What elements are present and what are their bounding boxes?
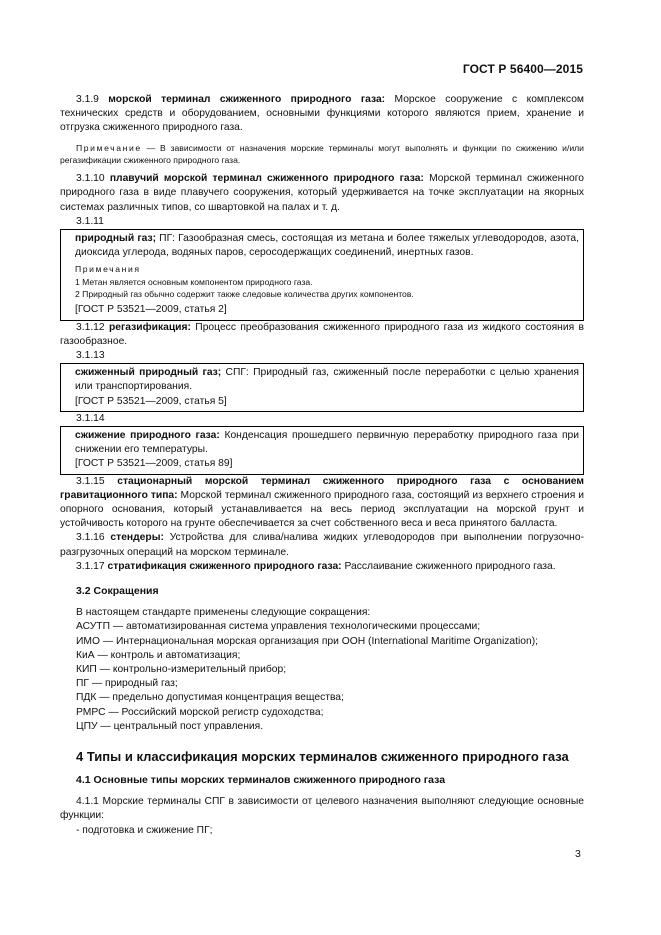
- clause-number: 3.1.16: [76, 532, 111, 544]
- clause-number-3-1-13: 3.1.13: [76, 349, 105, 361]
- term: природный газ;: [75, 233, 157, 245]
- definition-text: ПГ: Газообразная смесь, состоящая из метана и более тяжелых углеводородов, азота, диоксида углерода, водяных паров, серосодержащих соединений, инертных газов.: [75, 233, 579, 259]
- definition-3-1-9: [60, 93, 584, 136]
- abbreviations-list: [60, 606, 584, 734]
- abbreviation-item: КиА — контроль и автоматизация;: [76, 649, 241, 661]
- source-reference: [ГОСТ Р 53521—2009, статья 2]: [75, 304, 227, 316]
- note-1: 1 Метан является основным компонентом природного газа.: [75, 276, 313, 287]
- definition-3-1-10: [60, 172, 584, 215]
- abbreviations-intro: В настоящем стандарте применены следующие сокращения:: [76, 607, 371, 619]
- definition-3-1-12: [60, 321, 584, 349]
- clause-number: 3.1.10: [76, 173, 110, 185]
- clause-number: 3.1.12: [76, 321, 109, 333]
- section-4-heading: 4 Типы и классификация морских терминалов сжиженного природного газа: [76, 749, 569, 764]
- term: сжиженный природный газ;: [75, 367, 222, 379]
- abbreviation-item: ИМО — Интернациональная морская организация при ООН (International Maritime Organization);: [76, 635, 539, 647]
- source-reference: [ГОСТ Р 53521—2009, статья 89]: [75, 458, 233, 470]
- paragraph-4-1-1: 4.1.1 Морские терминалы СПГ в зависимости от целевого назначения выполняют следующие основные функции:: [60, 796, 584, 822]
- notes-heading: Примечания: [75, 264, 141, 275]
- term: стратификация сжиженного природного газа:: [107, 560, 342, 572]
- document-id-header: ГОСТ Р 56400—2015: [462, 62, 583, 76]
- abbreviation-item: АСУТП — автоматизированная система управления технологическими процессами;: [76, 621, 481, 633]
- abbreviation-item: РМРС — Российский морской регистр судоходства;: [76, 706, 324, 718]
- term: стендеры:: [110, 532, 164, 544]
- definition-text: Устройства для слива/налива жидких углеводородов при выполнении погрузочно-разгрузочных операций на морском терминале.: [60, 532, 584, 558]
- definition-3-1-17: [60, 560, 584, 574]
- definition-3-1-16: [60, 531, 584, 559]
- section-4-1-heading: 4.1 Основные типы морских терминалов сжиженного природного газа: [76, 774, 446, 786]
- page-number: 3: [575, 848, 581, 860]
- term: регазификация:: [109, 321, 191, 333]
- definition-text: Морской терминал сжиженного природного газа, состоящий из верхнего строения и опорного основания, который устанавливается на весь период эксплуатации на морской грунт и устойчивость которого на грунте обеспечивается за счет собственного веса и веса принятого балласта.: [60, 489, 585, 530]
- document-body: [60, 93, 584, 838]
- list-item: - подготовка и сжижение ПГ;: [76, 824, 213, 836]
- clause-number-3-1-14: 3.1.14: [76, 412, 105, 424]
- definition-box-3-1-14: [60, 426, 584, 475]
- definition-text: Процесс преобразования сжиженного природного газа из жидкого состояния в газообразное.: [60, 321, 584, 347]
- term: стационарный морской терминал сжиженного природного газа с основанием гравитационного типа:: [60, 475, 584, 501]
- note-3-1-9: [60, 142, 584, 167]
- note-text: — В зависимости от назначения морские терминалы могут выполнять и функции по сжижению и/или регазификации сжиженного природного газа.: [60, 142, 584, 165]
- definition-box-3-1-13: [60, 363, 584, 412]
- abbreviation-item: ПГ — природный газ;: [76, 678, 178, 690]
- definition-text: Конденсация прошедшего первичную переработку природного газа при снижении его температуры.: [75, 429, 580, 456]
- source-reference: [ГОСТ Р 53521—2009, статья 5]: [75, 395, 227, 407]
- definition-3-1-14: [75, 429, 579, 457]
- note-label: Примечание: [76, 142, 142, 153]
- definition-text: Морское сооружение с комплексом технических средств и оборудованием, основными функциями которого являются прием, хранение и отгрузка сжиженного природного газа.: [60, 94, 585, 134]
- definition-text: СПГ: Природный газ, сжиженный после переработки с целью хранения или транспортирования.: [75, 367, 579, 393]
- abbreviation-item: ПДК — предельно допустимая концентрация вещества;: [76, 692, 344, 704]
- abbreviation-item: КИП — контрольно-измерительный прибор;: [76, 663, 287, 675]
- term: морской терминал сжиженного природного газа:: [108, 94, 386, 105]
- clause-number: 3.1.17: [76, 560, 108, 572]
- definition-text: Расслаивание сжиженного природного газа.: [341, 560, 556, 572]
- note-2: 2 Природный газ обычно содержит также следовые количества других компонентов.: [75, 289, 414, 300]
- definition-3-1-13: [75, 366, 579, 394]
- term: сжижение природного газа:: [75, 429, 220, 441]
- abbreviation-item: ЦПУ — центральный пост управления.: [76, 720, 264, 732]
- term: плавучий морской терминал сжиженного природного газа:: [109, 173, 424, 185]
- definition-3-1-15: [60, 475, 584, 532]
- clause-number-3-1-11: 3.1.11: [76, 215, 104, 227]
- clause-number: 3.1.9: [76, 94, 109, 105]
- section-3-2-heading: 3.2 Сокращения: [76, 584, 159, 597]
- definition-box-3-1-11: [60, 229, 584, 321]
- definition-3-1-11: [75, 232, 579, 260]
- definition-text: Морской терминал сжиженного природного газа в виде плавучего сооружения, который удерживается на точке эксплуатации на якорных системах различных типов, со швартовкой на палах и т. д.: [60, 173, 584, 213]
- clause-number: 3.1.15: [76, 475, 118, 487]
